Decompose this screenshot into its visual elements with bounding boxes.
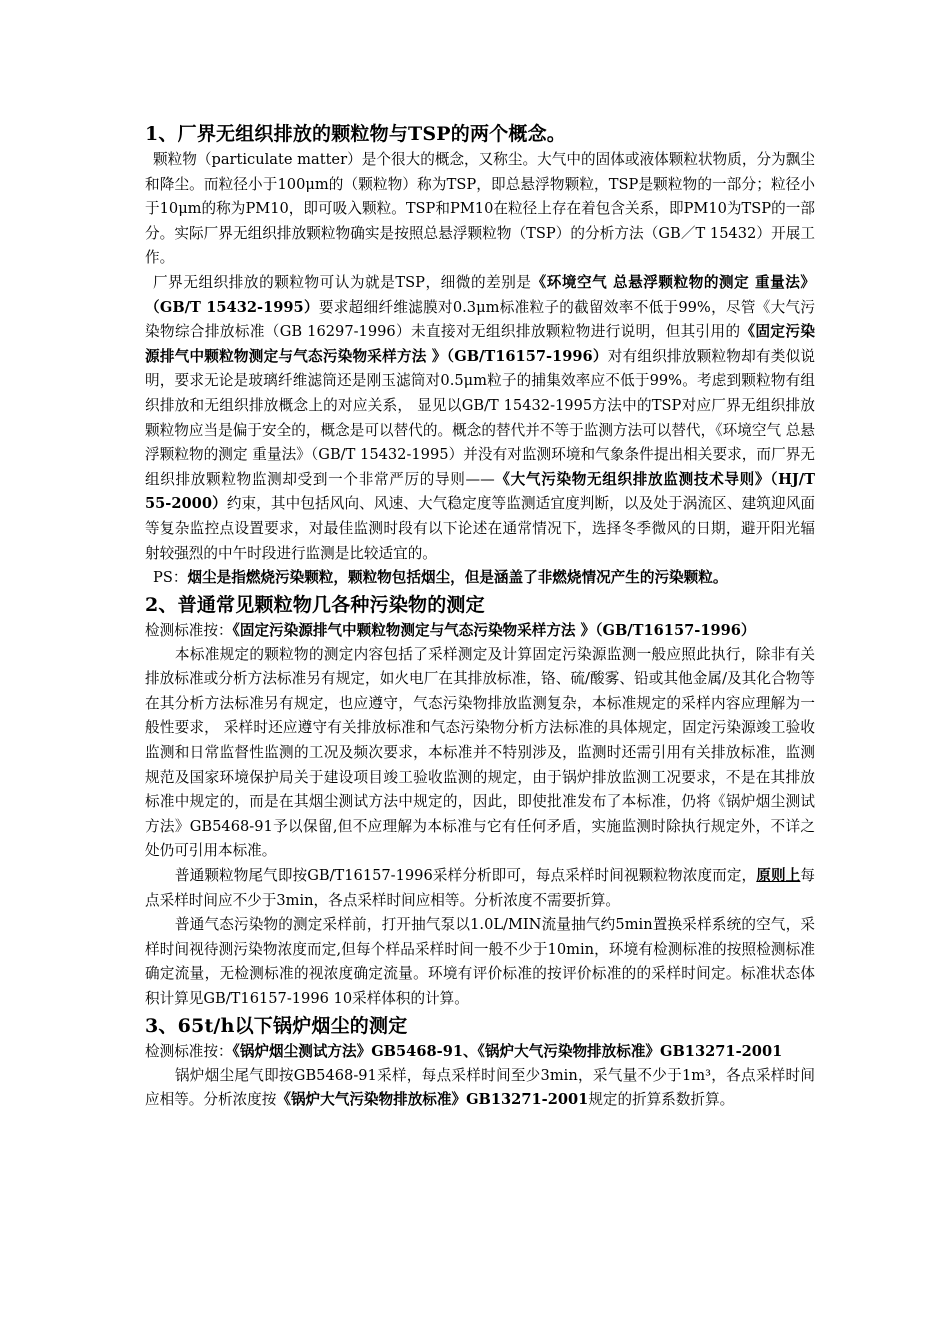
standard-value: 《固定污染源排气中颗粒物测定与气态污染物采样方法 》（GB/T16157-1996） [232,621,756,639]
text-run: 约束，其中包括风向、风速、大气稳定度等监测适宜度判断，以及处于涡流区、建筑迎风面等复杂监控点设置要求，对最佳监测时段有以下论述在通常情况下，选择冬季微风的日期，避开阳光辐射较强烈的中午时段进行监测是比较适宜的。 [145,495,815,562]
ps-text: 烟尘是指燃烧污染颗粒，颗粒物包括烟尘，但是涵盖了非燃烧情况产生的污染颗粒。 [187,569,728,587]
section-3-paragraph-1 [145,1064,815,1113]
section-3-heading: 3、65t/h以下锅炉烟尘的测定 [145,1014,408,1037]
standard-label: 检测标准按： [145,1042,233,1060]
bold-standard-ref: 《大气污染物无组织排放监测技术导则》（HJ/T 55-2000） [145,470,815,513]
underlined-term: 原则上 [756,867,801,885]
standard-value: 《锅炉烟尘测试方法》GB5468-91、《锅炉大气污染物排放标准》GB13271-2001 [232,1042,783,1060]
section-3-standard-line [145,1040,815,1064]
bold-standard-ref: 《锅炉大气污染物排放标准》GB13271-2001 [276,1091,589,1109]
text-run: 普通颗粒物尾气即按GB/T16157-1996采样分析即可，每点采样时间视颗粒物浓度而定， [174,867,757,885]
standard-label: 检测标准按： [145,621,233,639]
text-run: 每点采样时间应不少于3min，各点采样时间应相等。分析浓度不需要折算。 [145,867,815,909]
ps-note [145,566,815,591]
text-run: 厂界无组织排放的颗粒物可认为就是TSP，细微的差别是 [153,273,532,291]
section-1-paragraph-2 [145,271,815,566]
section-2-paragraph-1: 本标准规定的颗粒物的测定内容包括了采样测定及计算固定污染源监测一般应照此执行，除非有关排放标准或分析方法标准另有规定，如火电厂在其排放标准，铬、硫/酸雾、铅或其他金属/及其化合物等在其分析方法标准另有规定，也应遵守，气态污染物排放监测复杂，本标准规定的采样内容应理解为一般性要求， 采样时还应遵守有关排放标准和气态污染物分析方法标准的具体规定，固定污染源竣工验收监测和日常监督性监测的工况及频次要求，本标准并不特别涉及，监测时还需引用有关排放标准，监测规范及国家环境保护局关于建设项目竣工验收监测的规定，由于锅炉排放监测工况要求，不是在其排放标准中规定的，而是在其烟尘测试方法中规定的，因此，即使批准发布了本标准，仍将《锅炉烟尘测试方法》GB5468-91予以保留,但不应理解为本标准与它有任何矛盾，实施监测时除执行规定外，不详之处仍可引用本标准。 [145,645,815,860]
text-run: 要求超细纤维滤膜对0.3μm标准粒子的截留效率不低于99%，尽管《大气污染物综合排放标准（GB 16297-1996）未直接对无组织排放颗粒物进行说明，但其引用的 [145,298,816,341]
bold-standard-ref: 《环境空气 总悬浮颗粒物的测定 重量法》（GB/T 15432-1995） [145,273,815,316]
bold-standard-ref: 《固定污染源排气中颗粒物测定与气态污染物采样方法 》（GB/T16157-1996） [145,323,815,365]
document-page [145,120,815,1113]
text-run: 规定的折算系数折算。 [588,1091,735,1109]
section-2-heading: 2、普通常见颗粒物几各种污染物的测定 [145,593,485,616]
ps-label: PS： [153,569,188,587]
text-run: 锅炉烟尘尾气即按GB5468-91采样，每点采样时间至少3min，采气量不少于1m³，各点采样时间应相等。分析浓度按 [145,1066,815,1109]
section-2-paragraph-2 [145,864,815,913]
section-1-heading: 1、厂界无组织排放的颗粒物与TSP的两个概念。 [145,123,566,145]
section-2-paragraph-3: 普通气态污染物的测定采样前，打开抽气泵以1.0L/MIN流量抽气约5min置换采样系统的空气，采样时间视待测污染物浓度而定,但每个样品采样时间一般不少于10min，环境有检测标准的按照检测标准确定流量，无检测标准的视浓度确定流量。环境有评价标准的按评价标准的的采样时间定。标准状态体积计算见GB/T16157-1996 10采样体积的计算。 [145,916,815,1007]
text-run: 对有组织排放颗粒物却有类似说明，要求无论是玻璃纤维滤筒还是刚玉滤筒对0.5μm粒子的捕集效率应不低于99%。考虑到颗粒物有组织排放和无组织排放概念上的对应关系， 显见以GB/T 15432-1995方法中的TSP对应厂界无组织排放颗粒物应当是偏于安全的，概念是可以替代的。概念的替代并不等于监测方法可以替代，《环境空气 总悬浮颗粒物的测定 重量法》（GB/T 15432-1995）并没有对监测环境和气象条件提出相关要求，而厂界无组织排放颗粒物监测却受到一个非常严厉的导则—— [145,347,815,488]
section-2-standard-line [145,619,815,643]
section-1-paragraph-1: 颗粒物（particulate matter）是个很大的概念，又称尘。大气中的固体或液体颗粒状物质，分为飘尘和降尘。而粒径小于100μm的（颗粒物）称为TSP，即总悬浮物颗粒，TSP是颗粒物的一部分；粒径小于10μm的称为PM10，即可吸入颗粒。TSP和PM10在粒径上存在着包含关系，即PM10为TSP的一部分。实际厂界无组织排放颗粒物确实是按照总悬浮颗粒物（TSP）的分析方法（GB／T 15432）开展工作。 [145,151,815,267]
